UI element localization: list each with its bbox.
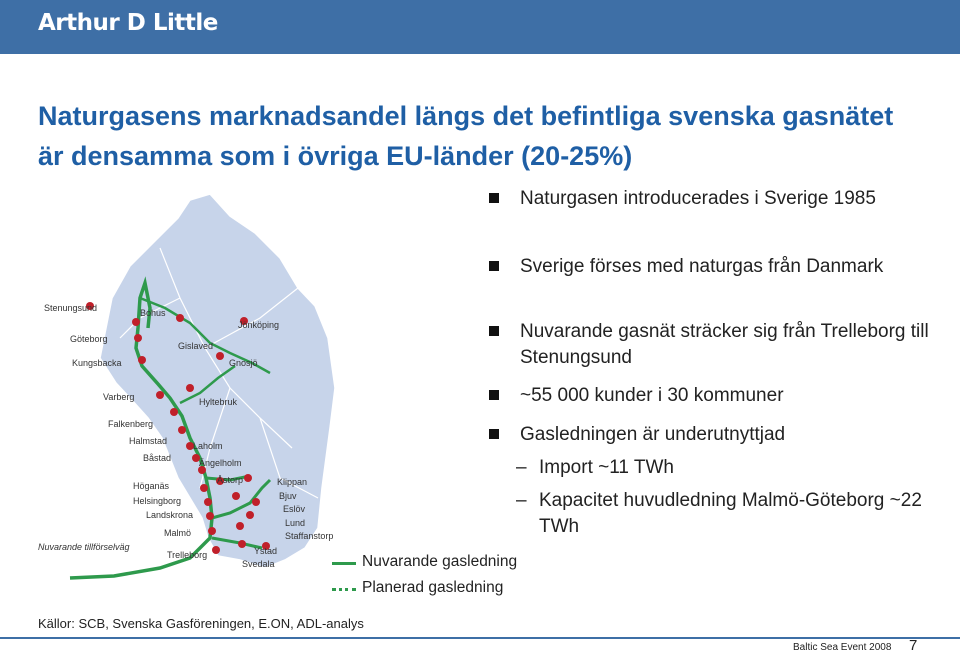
bullet-square-icon xyxy=(489,429,499,439)
map-label-gnosjo: Gnosjö xyxy=(229,358,258,368)
node-bjuv xyxy=(232,492,240,500)
footer-divider xyxy=(0,637,960,639)
node-halmstad xyxy=(178,426,186,434)
map-label-angelholm: Ängelholm xyxy=(199,458,242,468)
legend-planned xyxy=(332,579,562,601)
page-number: 7 xyxy=(909,637,918,654)
source-note: Källor: SCB, Svenska Gasföreningen, E.ON, ADL-analys xyxy=(38,616,364,631)
map-label-bohus: Bohus xyxy=(140,308,166,318)
map-label-stenungsund: Stenungsund xyxy=(44,303,98,313)
node-bohus xyxy=(132,318,140,326)
map-label-landskrona: Landskrona xyxy=(146,510,194,520)
map-label-staffanstorp: Staffanstorp xyxy=(285,531,334,541)
map-label-lund: Lund xyxy=(285,518,306,528)
node-malmo xyxy=(208,527,216,535)
node-hoganas xyxy=(200,484,208,492)
legend-planned-label: Planerad gasledning xyxy=(362,579,504,596)
node-varberg xyxy=(156,391,164,399)
map-label-falkenberg: Falkenberg xyxy=(108,419,154,429)
bullet-square-icon xyxy=(489,326,499,336)
company-logo: Arthur D Little xyxy=(38,10,218,36)
legend-existing-label: Nuvarande gasledning xyxy=(362,553,518,570)
dash-icon: – xyxy=(516,457,527,478)
node-helsingborg xyxy=(204,498,212,506)
node-goteborg xyxy=(134,334,142,342)
legend-existing xyxy=(332,553,562,575)
legend-existing-swatch xyxy=(332,562,356,565)
node-gislaved xyxy=(176,314,184,322)
slide-title: Naturgasens marknadsandel längs det befintliga svenska gasnätet är densamma som i övriga EU-länder (20-25%) xyxy=(38,101,894,171)
node-klippan xyxy=(244,474,252,482)
bullet-text: ~55 000 kunder i 30 kommuner xyxy=(520,385,784,406)
node-svedala xyxy=(238,540,246,548)
bullet-text: Sverige förses med naturgas från Danmark xyxy=(520,256,884,277)
node-gnosjo xyxy=(216,352,224,360)
map-label-malmo: Malmö xyxy=(164,528,192,538)
legend-planned-swatch xyxy=(332,588,356,591)
sub-bullet-text: Import ~11 TWh xyxy=(539,457,674,478)
node-landskrona xyxy=(206,512,214,520)
map-label-gislaved: Gislaved xyxy=(178,341,214,351)
map-label-ystad: Ystad xyxy=(254,546,278,556)
node-eslov xyxy=(252,498,260,506)
node-trelleborg xyxy=(212,546,220,554)
dash-icon: – xyxy=(516,490,527,511)
map-label-eslov: Eslöv xyxy=(283,504,306,514)
map-label-varberg: Varberg xyxy=(103,392,135,402)
node-staffanstorp xyxy=(236,522,244,530)
map-label-halmstad: Halmstad xyxy=(129,436,168,446)
map-label-kungsbacka: Kungsbacka xyxy=(72,358,122,368)
map-label-hyltebruk: Hyltebruk xyxy=(199,397,238,407)
map-label-bastad: Båstad xyxy=(143,453,172,463)
bullet-square-icon xyxy=(489,390,499,400)
bullet-text: Naturgasen introducerades i Sverige 1985 xyxy=(520,188,876,209)
map-label-helsingborg: Helsingborg xyxy=(133,496,182,506)
event-name: Baltic Sea Event 2008 xyxy=(793,642,892,653)
node-hyltebruk xyxy=(186,384,194,392)
node-kungsbacka xyxy=(138,356,146,364)
node-falkenberg xyxy=(170,408,178,416)
header-bar xyxy=(0,0,960,54)
node-lund xyxy=(246,511,254,519)
map-label-laholm: Laholm xyxy=(193,441,223,451)
sub-bullet-text: Kapacitet huvudledning Malmö-Göteborg ~22 TWh xyxy=(539,490,922,537)
bullet-square-icon xyxy=(489,193,499,203)
map-label-jonkoping: Jönköping xyxy=(238,320,280,330)
bullet-square-icon xyxy=(489,261,499,271)
map-label-goteborg: Göteborg xyxy=(70,334,108,344)
map-label-svedala: Svedala xyxy=(242,559,275,569)
map-label-klippan: Klippan xyxy=(277,477,308,487)
bullet-text: Nuvarande gasnät sträcker sig från Trelleborg till Stenungsund xyxy=(520,321,929,368)
bullet-text: Gasledningen är underutnyttjad xyxy=(520,424,786,445)
map-label-supply-route: Nuvarande tillförselväg xyxy=(38,542,130,552)
map-label-astorp: Åstorp xyxy=(217,475,244,485)
map-label-trelleborg: Trelleborg xyxy=(167,550,208,560)
map-label-bjuv: Bjuv xyxy=(279,491,297,501)
map-legend xyxy=(332,553,562,603)
map-label-hoganas: Höganäs xyxy=(133,481,170,491)
